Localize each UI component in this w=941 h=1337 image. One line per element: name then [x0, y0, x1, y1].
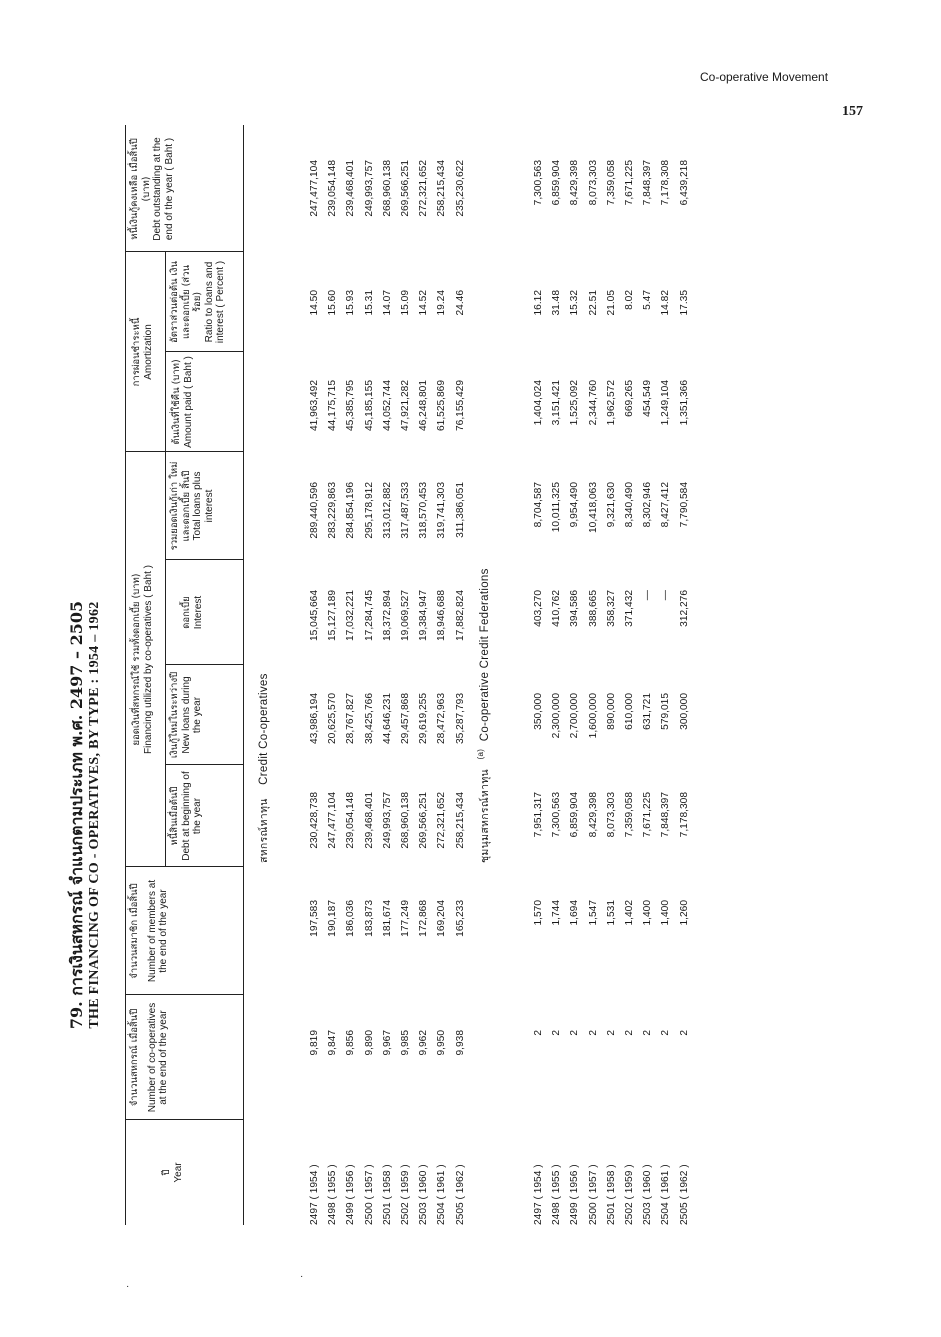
cell-debt-begin: 7,178,308: [678, 792, 690, 838]
header-coops-thai: จำนวนสหกรณ์ เมื่อสิ้นปี: [129, 1008, 140, 1107]
cell-debt-end: 249,993,757: [363, 160, 375, 217]
section-label-english: Credit Co-operatives: [258, 673, 270, 785]
header-debt-end: [129, 130, 175, 248]
cell-debt-begin: 7,671,225: [642, 792, 654, 838]
cell-interest: 18,946,688: [436, 590, 448, 641]
table-row: [309, 125, 327, 1225]
cell-members: 1,531: [605, 900, 617, 926]
col-divider: [165, 559, 243, 560]
cell-coops: 9,967: [381, 1030, 393, 1056]
cell-year: 2500 ( 1957 ): [587, 1164, 599, 1225]
cell-ratio: 19.24: [436, 290, 448, 316]
section-label-note: (a): [476, 748, 486, 760]
cell-paid: 46,248,801: [418, 380, 430, 431]
cell-year: 2498 ( 1955 ): [327, 1164, 339, 1225]
header-new-loans-english: New loans during the year: [180, 676, 203, 754]
cell-paid: 44,052,744: [381, 380, 393, 431]
section-label-thai: สหกรณ์หาทุน: [258, 798, 270, 863]
header-new-loans-thai: เงินกู้ใหม่ในระหว่างปี: [169, 671, 180, 759]
header-amount-paid-english: Amount paid ( Baht ): [182, 356, 194, 448]
cell-ratio: 22.51: [587, 290, 599, 316]
cell-coops: 9,962: [418, 1030, 430, 1056]
cell-year: 2503 ( 1960 ): [418, 1164, 430, 1225]
header-ratio-thai: อัตราส่วนต่อต้น เงินและดอกเบี้ย (ส่วนร้อย): [169, 261, 203, 343]
cell-debt-begin: 258,215,434: [454, 792, 466, 849]
cell-year: 2504 ( 1961 ): [660, 1164, 672, 1225]
header-financing-thai: ยอดเงินที่สหกรณ์ใช้ รวมทั้งดอกเบี้ย (บาท): [131, 573, 142, 746]
cell-new-loans: 35,287,793: [454, 693, 466, 744]
cell-debt-end: 235,230,622: [454, 160, 466, 217]
cell-total: 7,790,584: [678, 482, 690, 528]
header-total-thai: รวมยอดเงินกู้เก่า ใหม่และดอกเบี้ย สิ้นปี: [169, 461, 192, 551]
header-amortization-english: Amortization: [142, 324, 154, 380]
cell-year: 2502 ( 1959 ): [400, 1164, 411, 1225]
cell-total: 313,012,882: [381, 482, 393, 539]
header-total-english: Total loans plus interest: [192, 471, 215, 541]
cell-paid: 44,175,715: [327, 380, 339, 431]
header-ratio-english: Ratio to loans and interest ( Percent ): [203, 260, 226, 344]
cell-members: 186,036: [345, 900, 357, 937]
table-row: [588, 125, 606, 1225]
cell-total: 283,229,863: [327, 482, 339, 539]
cell-new-loans: 890,000: [605, 693, 617, 730]
cell-total: 289,440,596: [309, 482, 320, 539]
header-top-rule: [125, 125, 126, 1225]
cell-coops: 9,819: [309, 1030, 320, 1056]
cell-coops: 9,938: [454, 1030, 466, 1056]
cell-coops: 9,985: [400, 1030, 411, 1056]
table-row: [345, 125, 363, 1225]
header-debt-end-thai: หนี้เงินกู้คงเหลือ เมื่อสิ้นปี (บาท): [129, 138, 152, 240]
cell-interest: —: [642, 590, 654, 601]
header-year-english: Year: [172, 1162, 184, 1183]
cell-total: 295,178,912: [363, 482, 375, 539]
header-interest-thai: ดอกเบี้ย: [181, 596, 192, 629]
cell-year: 2501 ( 1958 ): [381, 1164, 393, 1225]
col-divider: [165, 351, 243, 352]
cell-paid: 76,155,429: [454, 380, 466, 431]
cell-debt-begin: 239,468,401: [363, 792, 375, 849]
header-new-loans: [169, 669, 204, 761]
cell-year: 2504 ( 1961 ): [436, 1164, 448, 1225]
cell-ratio: 15.31: [363, 290, 375, 316]
header-amortization-group: [131, 252, 154, 452]
cell-paid: 1,249,104: [660, 380, 672, 426]
cell-debt-end: 269,566,251: [400, 160, 411, 217]
page-number: 157: [842, 104, 863, 119]
cell-coops: 2: [587, 1030, 599, 1036]
cell-coops: 9,856: [345, 1030, 357, 1056]
cell-debt-end: 7,848,397: [642, 160, 654, 206]
cell-interest: 15,045,664: [309, 590, 320, 641]
header-ratio: [169, 256, 227, 348]
cell-debt-end: 258,215,434: [436, 160, 448, 217]
table-row: [642, 125, 660, 1225]
cell-members: 183,873: [363, 900, 375, 937]
cell-year: 2502 ( 1959 ): [624, 1164, 635, 1225]
cell-interest: 19,384,947: [418, 590, 430, 641]
cell-debt-begin: 7,848,397: [660, 792, 672, 838]
rotated-table-page: [65, 125, 845, 1225]
cell-new-loans: 2,300,000: [551, 693, 563, 739]
table-row: [436, 125, 454, 1225]
cell-interest: 18,372,894: [381, 590, 393, 641]
header-coops-english: Number of co-operatives at the end of the year: [146, 1002, 169, 1113]
header-debt-begin-english: Debt at beginning of the year: [180, 771, 203, 861]
cell-members: 1,402: [624, 900, 635, 926]
cell-year: 2498 ( 1955 ): [551, 1164, 563, 1225]
cell-new-loans: 1,600,000: [587, 693, 599, 739]
cell-interest: —: [660, 590, 672, 601]
cell-year: 2497 ( 1954 ): [309, 1164, 320, 1225]
cell-paid: 45,185,155: [363, 380, 375, 431]
header-financing-group: [131, 452, 154, 867]
header-interest-english: Interest: [192, 595, 204, 630]
cell-members: 1,744: [551, 900, 563, 926]
cell-debt-end: 7,178,308: [660, 160, 672, 206]
header-year: [161, 1120, 184, 1225]
header-total: [169, 456, 215, 556]
cell-ratio: 16.12: [533, 290, 544, 316]
cell-total: 317,487,533: [400, 482, 411, 539]
cell-paid: 1,351,366: [678, 380, 690, 426]
col-divider: [165, 664, 243, 665]
table-row: [660, 125, 678, 1225]
header-amortization-thai: การผ่อนชำระหนี้: [131, 317, 142, 387]
header-bottom-rule: [243, 125, 244, 1225]
cell-new-loans: 29,457,868: [400, 693, 411, 744]
table-row: [624, 125, 642, 1225]
cell-new-loans: 44,646,231: [381, 693, 393, 744]
cell-members: 172,868: [418, 900, 430, 937]
table-row: [455, 125, 473, 1225]
section-label-credit-cooperatives: [255, 673, 272, 863]
table-title-english: THE FINANCING OF CO - OPERATIVES, BY TYPE : 1954 – 1962: [87, 601, 102, 1029]
cell-new-loans: 631,721: [642, 693, 654, 730]
cell-debt-begin: 272,321,652: [436, 792, 448, 849]
table-row: [551, 125, 569, 1225]
cell-year: 2499 ( 1956 ): [345, 1164, 357, 1225]
cell-year: 2499 ( 1956 ): [569, 1164, 581, 1225]
cell-new-loans: 20,625,570: [327, 693, 339, 744]
cell-debt-end: 8,429,398: [569, 160, 581, 206]
cell-paid: 47,921,282: [400, 380, 411, 431]
cell-total: 8,704,587: [533, 482, 544, 528]
cell-debt-begin: 247,477,104: [327, 792, 339, 849]
scan-speck: ·: [126, 1281, 130, 1292]
cell-ratio: 5.47: [642, 290, 654, 310]
table-row: [364, 125, 382, 1225]
header-members-thai: จำนวนสมาชิก เมื่อสิ้นปี: [129, 883, 140, 979]
cell-interest: 312,276: [678, 590, 690, 627]
cell-coops: 2: [533, 1030, 544, 1036]
cell-debt-end: 6,439,218: [678, 160, 690, 206]
cell-ratio: 21.05: [605, 290, 617, 316]
section-label-credit-federations: [476, 568, 493, 863]
cell-coops: 2: [642, 1030, 654, 1036]
cell-debt-begin: 6,859,904: [569, 792, 581, 838]
cell-members: 1,694: [569, 900, 581, 926]
cell-ratio: 15.32: [569, 290, 581, 316]
cell-members: 177,249: [400, 900, 411, 937]
cell-coops: 9,847: [327, 1030, 339, 1056]
cell-members: 197,583: [309, 900, 320, 937]
financing-group-rule: [165, 452, 166, 867]
cell-debt-end: 268,960,138: [381, 160, 393, 217]
cell-coops: 2: [551, 1030, 563, 1036]
header-debt-begin: [169, 769, 204, 863]
cell-new-loans: 28,472,963: [436, 693, 448, 744]
header-members-english: Number of members at the end of the year: [146, 879, 169, 983]
section-label-english: Co-operative Credit Federations: [479, 568, 491, 742]
cell-members: 1,547: [587, 900, 599, 926]
cell-debt-end: 8,073,303: [587, 160, 599, 206]
cell-total: 8,427,412: [660, 482, 672, 528]
table-row: [533, 125, 551, 1225]
cell-ratio: 8.02: [624, 290, 635, 310]
cell-debt-begin: 7,951,317: [533, 792, 544, 838]
col-divider: [125, 994, 243, 995]
section-label-thai: ชุมนุมสหกรณ์หาทุน: [479, 768, 491, 863]
cell-ratio: 17.35: [678, 290, 690, 316]
cell-members: 1,400: [642, 900, 654, 926]
cell-debt-end: 7,359,058: [605, 160, 617, 206]
cell-debt-end: 6,859,904: [551, 160, 563, 206]
cell-paid: 1,525,092: [569, 380, 581, 426]
header-year-thai: ปี: [161, 1169, 172, 1176]
table-row: [569, 125, 587, 1225]
cell-total: 8,340,490: [624, 482, 635, 528]
cell-coops: 9,890: [363, 1030, 375, 1056]
cell-new-loans: 610,000: [624, 693, 635, 730]
cell-paid: 41,963,492: [309, 380, 320, 431]
cell-ratio: 14.52: [418, 290, 430, 316]
table-row: [327, 125, 345, 1225]
cell-interest: 15,127,189: [327, 590, 339, 641]
cell-debt-end: 239,054,148: [327, 160, 339, 217]
cell-interest: 358,327: [605, 590, 617, 627]
cell-year: 2503 ( 1960 ): [642, 1164, 654, 1225]
cell-coops: 2: [605, 1030, 617, 1036]
cell-ratio: 24.46: [454, 290, 466, 316]
cell-coops: 2: [569, 1030, 581, 1036]
cell-paid: 669,265: [624, 380, 635, 417]
cell-year: 2500 ( 1957 ): [363, 1164, 375, 1225]
cell-ratio: 15.93: [345, 290, 357, 316]
cell-new-loans: 43,986,194: [309, 693, 320, 744]
scan-speck: ·: [300, 1271, 304, 1282]
cell-new-loans: 579,015: [660, 693, 672, 730]
cell-interest: 17,284,745: [363, 590, 375, 641]
cell-ratio: 15.60: [327, 290, 339, 316]
cell-debt-begin: 269,566,251: [418, 792, 430, 849]
cell-total: 8,302,946: [642, 482, 654, 528]
header-debt-end-english: Debt outstanding at the end of the year ( Baht ): [152, 137, 175, 241]
cell-interest: 19,069,527: [400, 590, 411, 641]
cell-members: 181,674: [381, 900, 393, 937]
header-members: [129, 872, 170, 990]
cell-debt-begin: 8,429,398: [587, 792, 599, 838]
table-title-thai: 79. การเงินสหกรณ์ จำแนกตามประเภท พ.ศ. 2497 – 2505: [67, 600, 86, 1030]
cell-total: 284,854,196: [345, 482, 357, 539]
cell-coops: 2: [660, 1030, 672, 1036]
cell-debt-begin: 7,300,563: [551, 792, 563, 838]
cell-new-loans: 29,619,255: [418, 693, 430, 744]
cell-year: 2497 ( 1954 ): [533, 1164, 544, 1225]
table-row: [382, 125, 400, 1225]
col-divider: [125, 1119, 243, 1120]
table-row: [400, 125, 418, 1225]
table-row: [606, 125, 624, 1225]
cell-total: 319,741,303: [436, 482, 448, 539]
cell-interest: 394,586: [569, 590, 581, 627]
cell-members: 165,233: [454, 900, 466, 937]
cell-coops: 2: [678, 1030, 690, 1036]
cell-paid: 2,344,760: [587, 380, 599, 426]
cell-ratio: 15.09: [400, 290, 411, 316]
col-divider: [165, 764, 243, 765]
cell-paid: 1,404,024: [533, 380, 544, 426]
header-financing-english: Financing utilized by co-operatives ( Baht ): [142, 565, 154, 754]
cell-debt-end: 239,468,401: [345, 160, 357, 217]
table-row: [679, 125, 697, 1225]
cell-ratio: 14.07: [381, 290, 393, 316]
cell-total: 9,954,490: [569, 482, 581, 528]
header-amount-paid-thai: ต้นเงินที่ใช้คืน (บาท): [171, 359, 182, 445]
cell-coops: 2: [624, 1030, 635, 1036]
cell-debt-end: 272,321,652: [418, 160, 430, 217]
cell-new-loans: 2,700,000: [569, 693, 581, 739]
cell-debt-begin: 8,073,303: [605, 792, 617, 838]
cell-ratio: 14.50: [309, 290, 320, 316]
header-coops: [129, 1000, 170, 1115]
table-row: [418, 125, 436, 1225]
cell-members: 1,570: [533, 900, 544, 926]
cell-ratio: 14.82: [660, 290, 672, 316]
cell-debt-begin: 7,359,058: [624, 792, 635, 838]
cell-debt-end: 7,671,225: [624, 160, 635, 206]
cell-debt-begin: 268,960,138: [400, 792, 411, 849]
cell-debt-end: 247,477,104: [309, 160, 320, 217]
cell-new-loans: 350,000: [533, 693, 544, 730]
cell-paid: 3,151,421: [551, 380, 563, 426]
cell-total: 9,321,630: [605, 482, 617, 528]
cell-year: 2505 ( 1962 ): [678, 1164, 690, 1225]
cell-new-loans: 38,425,766: [363, 693, 375, 744]
header-amount-paid: [171, 356, 194, 448]
cell-members: 169,204: [436, 900, 448, 937]
header-interest: [181, 564, 204, 661]
cell-interest: 388,665: [587, 590, 599, 627]
cell-members: 190,187: [327, 900, 339, 937]
cell-debt-begin: 239,054,148: [345, 792, 357, 849]
cell-paid: 1,962,572: [605, 380, 617, 426]
cell-members: 1,400: [660, 900, 672, 926]
cell-total: 311,386,051: [454, 482, 466, 538]
cell-year: 2501 ( 1958 ): [605, 1164, 617, 1225]
cell-paid: 45,385,795: [345, 380, 357, 431]
cell-interest: 410,762: [551, 590, 563, 627]
cell-ratio: 31.48: [551, 290, 563, 316]
cell-interest: 17,032,221: [345, 590, 357, 641]
cell-year: 2505 ( 1962 ): [454, 1164, 466, 1225]
cell-debt-begin: 230,428,738: [309, 792, 320, 849]
cell-debt-begin: 249,993,757: [381, 792, 393, 849]
cell-paid: 454,549: [642, 380, 654, 417]
amortization-group-rule: [165, 252, 166, 452]
cell-interest: 403,270: [533, 590, 544, 627]
cell-total: 10,418,063: [587, 482, 599, 533]
cell-coops: 9,950: [436, 1030, 448, 1056]
cell-interest: 17,882,824: [454, 590, 466, 641]
cell-debt-end: 7,300,563: [533, 160, 544, 206]
cell-members: 1,260: [678, 900, 690, 926]
cell-total: 10,011,325: [551, 482, 563, 533]
running-head: Co-operative Movement: [700, 70, 829, 84]
cell-interest: 371,432: [624, 590, 635, 627]
cell-new-loans: 300,000: [678, 693, 690, 730]
cell-total: 318,570,453: [418, 482, 430, 539]
cell-paid: 61,525,869: [436, 380, 448, 431]
header-debt-begin-thai: หนี้สินเมื่อต้นปี: [169, 786, 180, 846]
cell-new-loans: 28,767,827: [345, 693, 357, 744]
